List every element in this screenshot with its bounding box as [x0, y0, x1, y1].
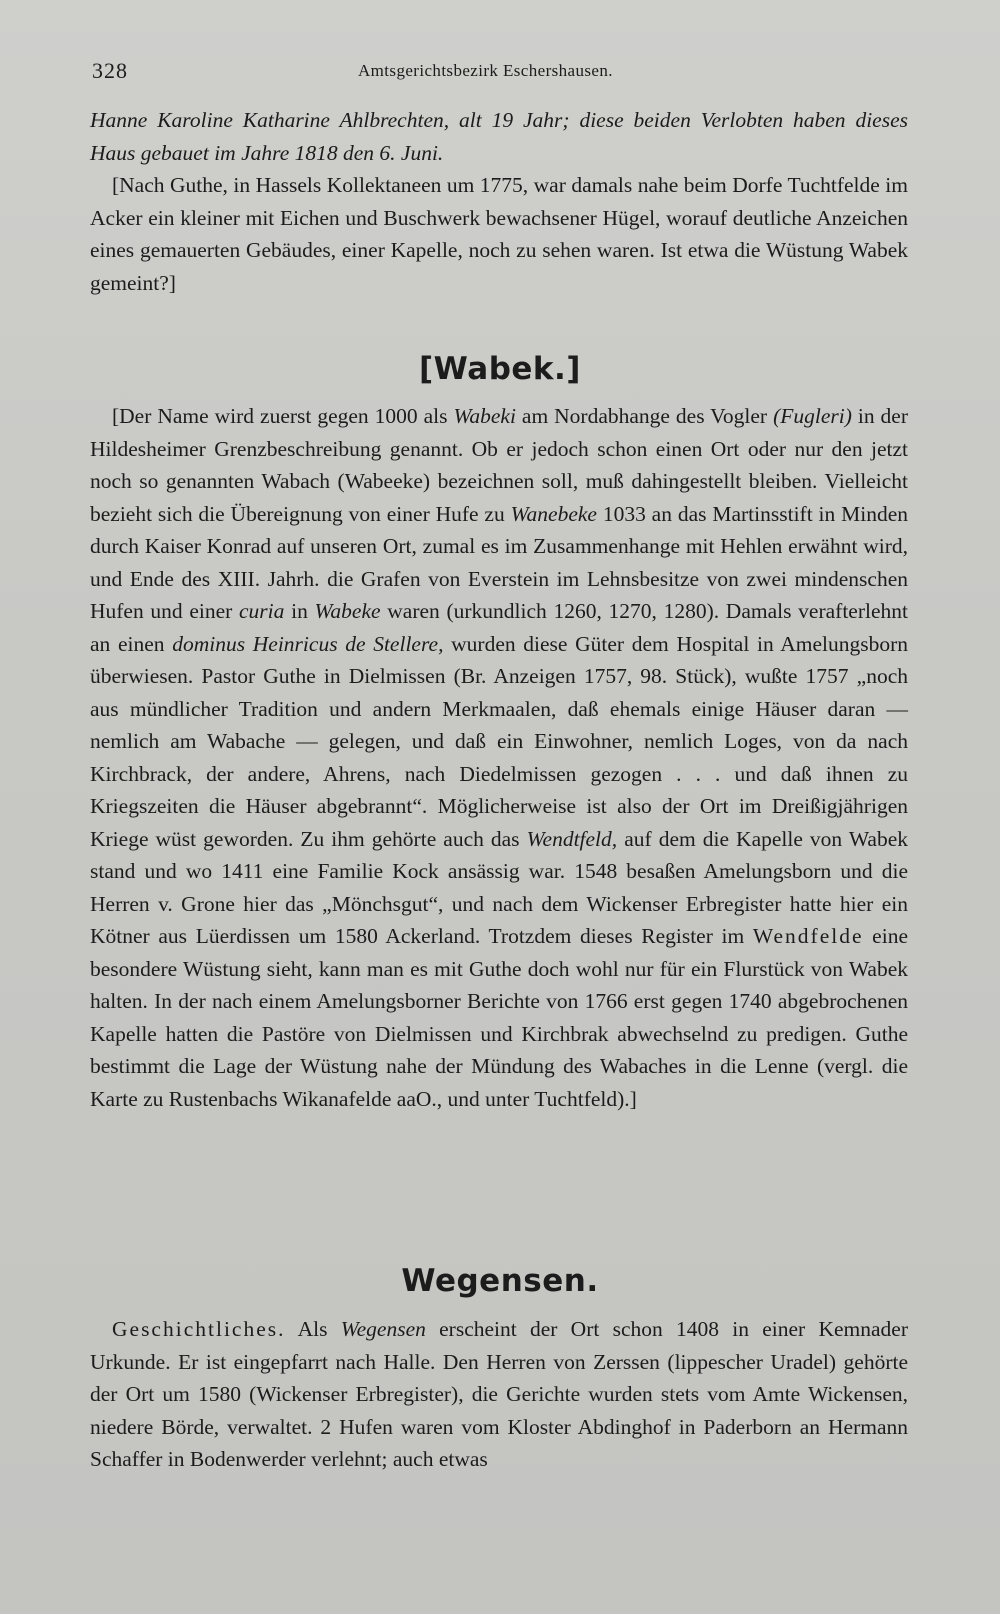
wabek-section	[90, 400, 908, 1115]
heading-wegensen: Wegensen.	[401, 1263, 599, 1299]
inscription-text: Hanne Karoline Katharine Ahlbrechten, alt 19 Jahr; diese beiden Verlobten haben dieses Haus gebauet im Jahre 1818 den 6. Juni.	[90, 108, 908, 165]
guthe-note: [Nach Guthe, in Hassels Kollektaneen um 1775, war damals nahe beim Dorfe Tuchtfelde im Acker ein kleiner mit Eichen und Buschwerk bewachsener Hügel, worauf deutliche Anzeichen eines gemauerten Gebäudes, einer Kapelle, noch zu sehen waren. Ist etwa die Wüstung Wabek gemeint?]	[90, 173, 908, 295]
italic-run: Wabeke	[314, 599, 381, 623]
page-number: 328	[92, 58, 128, 83]
text-run: auf dem die Kapelle von Wabek stand und wo 1411 eine Familie Kock ansässig war. 1548 besaßen Amelungsborn und die Herren v. Grone hier das „Mönchsgut“, und nach dem Wickenser Erbregister hatte hier ein Kötner aus Lüerdissen um 1580 Ackerland. Trotzdem dieses Register im	[90, 826, 908, 948]
italic-run: Wegensen	[340, 1317, 426, 1341]
spaced-run: Wendfelde	[752, 924, 864, 948]
italic-run: curia	[239, 599, 285, 623]
text-run: am Nordabhange des Vogler	[515, 404, 774, 428]
text-run: erscheint der Ort schon 1408 in einer Kemnader Urkunde. Er ist eingepfarrt nach Halle. Den Herren von Zerssen (lippescher Uradel) gehörte der Ort um 1580 (Wickenser Erbregister), die Gerichte wurden stets vom Amte Wickensen, niedere Börde, verwaltet. 2 Hufen waren vom Kloster Abdinghof in Paderborn an Hermann Schaffer in Bodenwerder verlehnt; auch etwas	[90, 1317, 908, 1471]
text-run: in	[284, 599, 315, 623]
italic-run: Wanebeke	[510, 501, 597, 526]
text-run: waren (urkundlich 1260, 1270, 1280). Damals verafterlehnt an einen	[90, 599, 908, 656]
italic-run: (Fugleri)	[773, 404, 852, 428]
italic-run: Wabeki	[453, 404, 516, 428]
text-run: 1033 an das Martinsstift in Minden durch Kaiser Konrad auf unseren Ort, zumal es im Zusammenhange mit Hehlen erwähnt wird, und Ende des XIII. Jahrh. die Grafen von Everstein im Lehnsbesitze von zwei mindenschen Hufen und einer	[90, 501, 908, 623]
text-run: [Der Name wird zuerst gegen 1000 als	[112, 404, 454, 428]
intro-section	[90, 104, 908, 299]
running-head: Amtsgerichtsbezirk Eschershausen.	[358, 61, 613, 80]
text-run: in der Hildesheimer Grenzbeschreibung genannt. Ob er jedoch schon einen Ort oder nur den jetzt noch so genannten Wabach (Wabeeke) bezeichnen soll, muß dahingestellt bleiben. Vielleicht bezieht sich die Übereignung von einer Hufe zu	[90, 404, 908, 526]
wegensen-section	[90, 1313, 908, 1476]
text-run: eine besondere Wüstung sieht, kann man es mit Guthe doch wohl nur für ein Flurstück von Wabek halten. In der nach einem Amelungsborner Berichte von 1766 erst gegen 1740 abgebrochenen Kapelle hatten die Pastöre von Dielmissen und Kirchbrak abwechselnd zu predigen. Guthe bestimmt die Lage der Wüstung nahe der Mündung des Wabaches in die Lenne (vergl. die Karte zu Rustenbachs Wikanafelde aaO., und unter Tuchtfeld).]	[90, 924, 908, 1111]
text-run: wurden diese Güter dem Hospital in Amelungsborn überwiesen. Pastor Guthe in Dielmissen (Br. Anzeigen 1757, 98. Stück), wußte 1757 „noch aus mündlicher Tradition und andern Merkmaalen, daß ehemals einige Häuser daran — nemlich am Wabache — gelegen, und daß ein Einwohner, nemlich Loges, von da nach Kirchbrack, der andere, Ahrens, nach Diedelmissen gezogen . . . und daß ihnen zu Kriegszeiten die Häuser abgebrannt“. Möglicherweise ist also der Ort im Dreißigjährigen Kriege wüst geworden. Zu ihm gehörte auch das	[90, 631, 909, 851]
text-run: Als	[285, 1317, 341, 1341]
page-header	[92, 58, 912, 88]
wabek-paragraph	[90, 400, 908, 1115]
italic-run: Wendtfeld,	[526, 826, 618, 851]
heading-wabek: [Wabek.]	[419, 351, 581, 387]
section-label: Geschichtliches.	[112, 1317, 286, 1341]
wegensen-paragraph	[90, 1313, 908, 1476]
italic-run: dominus Heinricus de Stellere,	[172, 631, 444, 656]
